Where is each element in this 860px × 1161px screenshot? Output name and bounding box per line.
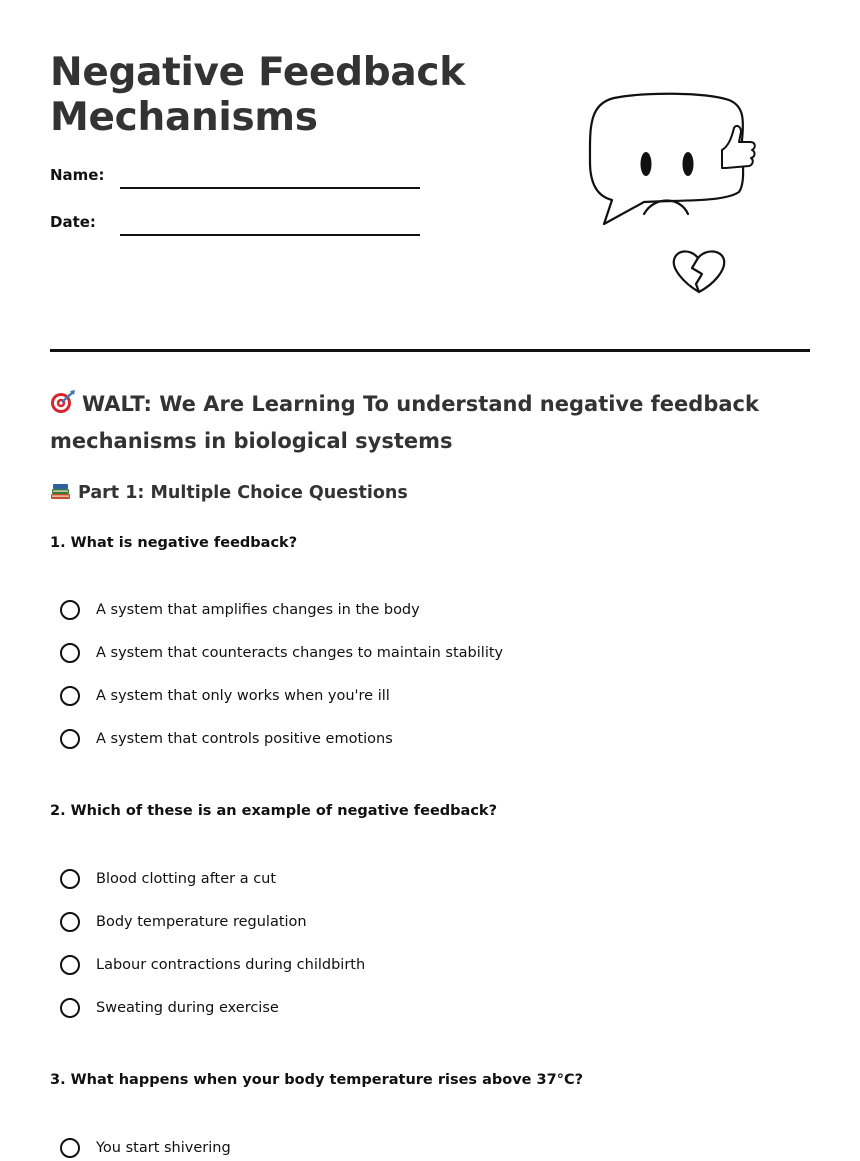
worksheet-title	[50, 50, 465, 140]
option-label: Sweating during exercise	[96, 1000, 279, 1016]
part-1-heading-text: Part 1: Multiple Choice Questions	[78, 483, 408, 503]
question-2: 2. Which of these is an example of negative feedback?	[50, 803, 497, 819]
radio-button[interactable]	[60, 955, 80, 975]
broken-heart-icon	[674, 251, 724, 292]
q2-option-a[interactable]	[60, 866, 276, 892]
option-label: A system that amplifies changes in the body	[96, 602, 420, 618]
date-label: Date:	[50, 213, 96, 231]
q3-option-a[interactable]	[60, 1135, 231, 1161]
radio-button[interactable]	[60, 1138, 80, 1158]
q2-option-b[interactable]	[60, 909, 307, 935]
thumbs-up-icon	[722, 126, 755, 168]
speech-bubble-face-icon	[590, 94, 743, 224]
name-label: Name:	[50, 166, 105, 184]
q2-option-c[interactable]	[60, 952, 365, 978]
option-label: A system that only works when you're ill	[96, 688, 390, 704]
section-divider	[50, 349, 810, 352]
title-line-2: Mechanisms	[50, 95, 318, 140]
option-label: A system that counteracts changes to maintain stability	[96, 645, 504, 661]
radio-button[interactable]	[60, 600, 80, 620]
walt-text: WALT: We Are Learning To understand negative feedback mechanisms in biological systems	[50, 392, 759, 453]
radio-button[interactable]	[60, 643, 80, 663]
radio-button[interactable]	[60, 912, 80, 932]
name-field[interactable]	[120, 187, 420, 189]
q2-option-d[interactable]	[60, 995, 279, 1021]
radio-button[interactable]	[60, 998, 80, 1018]
option-label: Body temperature regulation	[96, 914, 307, 930]
books-icon	[50, 481, 72, 501]
option-label: Blood clotting after a cut	[96, 871, 277, 887]
date-field[interactable]	[120, 234, 420, 236]
walt-heading	[50, 386, 810, 460]
radio-button[interactable]	[60, 729, 80, 749]
radio-button[interactable]	[60, 686, 80, 706]
q1-option-b[interactable]	[60, 640, 503, 666]
part-1-heading	[50, 481, 408, 503]
radio-button[interactable]	[60, 869, 80, 889]
option-label: Labour contractions during childbirth	[96, 957, 366, 973]
title-line-1: Negative Feedback	[50, 50, 465, 95]
option-label: You start shivering	[96, 1140, 231, 1156]
q1-option-d[interactable]	[60, 726, 393, 752]
q1-option-a[interactable]	[60, 597, 420, 623]
question-3: 3. What happens when your body temperature rises above 37°C?	[50, 1072, 584, 1088]
target-icon	[50, 390, 76, 414]
question-1: 1. What is negative feedback?	[50, 535, 298, 551]
option-label: A system that controls positive emotions	[96, 731, 393, 747]
sad-speech-bubble-illustration	[584, 90, 764, 300]
q1-option-c[interactable]	[60, 683, 390, 709]
